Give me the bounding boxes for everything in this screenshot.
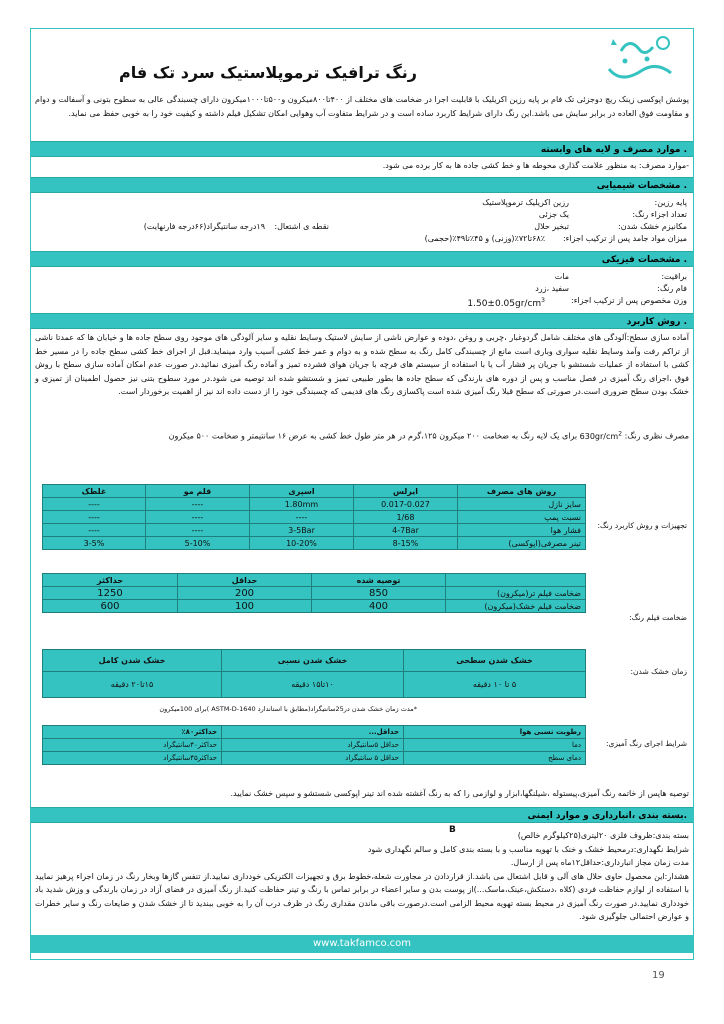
table-row: فشار هوا 4-7Bar 3-5Bar ---- ---- bbox=[43, 524, 586, 537]
intro-paragraph: پوشش اپوکسی زینک ریچ دوجزئی تک فام بر پایه رزین اکریلیک با قابلیت اجرا در ضخامت های مختلف از ۴۰۰تا۸۰۰میکرون و۵۰۰تا۱۰۰۰میکرون دارای چسبندگی عالی به سطوح بتونی و آسفالت و دوام و مقاومت فوق العاده در برابر سایش می باشد.این رنگ دارای شرایط کاربرد ساده است و در شرایط متفاوت آب وهوایی امکان تشکیل فیلم داشته و کیفیت خود را به خوبی حفظ می نماید. bbox=[35, 95, 689, 118]
table-row: سایز نازل 0.017-0.027 1.80mm ---- ---- bbox=[43, 498, 586, 511]
table-row: دما حداقل ۵سانتیگراد حداکثر۴۰سانتیگراد bbox=[43, 739, 586, 752]
table-row: تینر مصرفی(اپوکسی) 8-15% 10-20% 5-10% 3-5% bbox=[43, 537, 586, 550]
conditions-label: شرایط اجرای رنگ آمیزی: bbox=[606, 739, 687, 748]
header bbox=[31, 29, 693, 93]
physical-specs bbox=[31, 267, 693, 313]
application-text: آماده سازی سطح:آلودگی های مختلف شامل گردوغبار ،چربی و روغن ،دوده و عوارض ناشی از سایش لاستیک وسایط نقلیه و سایر آلودگی های موجود روی سطح جاده ها و خیابان ها که عمدتا ناشی از تراکم رفت وآمد وسایط نقلیه سواری وباری است مانع از چسبندگی کامل رنگ به سطح شده و به دوام و عمر خط کشی آسیب وارد مینماید.قبل از اجرای خط کشی سطح جاده را در مسیر خط کشی با استفاده از عملیات شستشو با جریان پر فشار آب یا با استفاده از سیستم های فرچه با جریان هوای فشرده تمیز و آماده رنگ آمیزی نمائید.در صورت عدم امکان آماده سازی سطح با روش فوق ،اجرای رنگ آمیزی در فصل مناسب و پس از دوره های بارندگی که سطح جاده ها بطور طبیعی تمیز و شستشو شده اند توصیه می شود.در مورد سطوح بتنی نیز حصول اطمینان از تمیزی و خشک بودن سطح ضروری است.در صورتی که سطح قبلا رنگ آمیزی شده است پاکسازی رنگ های قدیمی که چسبندگی خود را از دست داده اند نیز از اهمیت برخوردار است. bbox=[35, 333, 689, 396]
table-row: ضخامت فیلم تر(میکرون) 850 200 1250 bbox=[43, 587, 586, 600]
thickness-table bbox=[42, 573, 586, 613]
table-row: ضخامت فیلم خشک(میکرون) 400 100 600 bbox=[43, 600, 586, 613]
section-application-heading: . روش کاربرد bbox=[31, 313, 693, 329]
conditions-table bbox=[42, 725, 586, 765]
table-header-row: توصیه شده حداقل حداکثر bbox=[43, 574, 586, 587]
usage-text: -موارد مصرف: به منظور علامت گذاری محوطه ها و خط کشی جاده ها به کار برده می شود. bbox=[382, 161, 689, 170]
table-row: ۵ تا ۱۰ دقیقه ۱۰تا۱۵ دقیقه ۱۵تا۲۰ دقیقه bbox=[43, 672, 586, 698]
table-row: دمای سطح حداقل ۵ سانتیگراد حداکثر۴۵سانتیگراد bbox=[43, 752, 586, 765]
table-row: نسبت پمپ 1/68 ---- ---- ---- bbox=[43, 511, 586, 524]
equipment-label: تجهیزات و روش کاربرد رنگ: bbox=[597, 521, 687, 530]
thickness-label: ضخامت فیلم رنگ: bbox=[629, 613, 687, 622]
spec-row: فام رنگ: سفید ،زرد bbox=[535, 284, 687, 293]
packaging-line: بسته بندی:ظروف فلزی ۲۰لیتری(۲۵کیلوگرم خالص) bbox=[517, 831, 689, 840]
page-title: رنگ ترافیک ترموپلاستیک سرد تک فام bbox=[118, 63, 417, 82]
packaging-section bbox=[31, 829, 693, 924]
packaging-line: هشدار:این محصول حاوی حلال های آلی و قابل اشتعال می باشد.از قراردادن در مجاورت شعله،خطوط برق و تجهیزات الکتریکی خودداری نمایید.از تنفس گازها وبخار رنگ در زمان اجراء پرهیز نمایید با استفاده از لوازم حفاظت فردی (کلاه ،دستکش،عینک،ماسک...)از پوست بدن و سایر اعضاء در برابر تماس با رنگ و تینر حفاظت کنید.از رنگ آمیزی در فضای آزاد در زمان بارندگی و وزش شدید باد خودداری نمایید.در صورت رنگ آمیزی در محیط بسته تهویه محیط الزامی است.درصورت باقی ماندن مقداری رنگ در ظرف درب آن را به خوبی ببندید تا از خشک شدن و ضایعات رنگ و سایر خطرات و عوارض احتمالی جلوگیری شود. bbox=[35, 871, 689, 921]
spec-row: تعداد اجزاء رنگ: یک جزئی bbox=[538, 210, 687, 219]
section-usage-heading: . موارد مصرف و لایه های وابسته bbox=[31, 141, 693, 157]
chemical-specs bbox=[31, 193, 693, 251]
drying-table bbox=[42, 649, 586, 698]
spec-row: براقیت: مات bbox=[554, 272, 687, 281]
table-header-row: خشک شدن سطحی خشک شدن نسبی خشک شدن کامل bbox=[43, 650, 586, 672]
packaging-line: مدت زمان مجاز انبارداری:حداقل۱۲ماه پس از ارسال. bbox=[510, 858, 689, 867]
section-chemical-heading: . مشخصات شیمیایی bbox=[31, 177, 693, 193]
spec-row: پایه رزین: رزین اکریلیک ترموپلاستیک bbox=[482, 198, 687, 207]
tools-note: توصیه هاپس از خاتمه رنگ آمیزی،پیستوله ،شیلنگها،ابزار و لوازمی را که به رنگ آغشته شده اند تینر اپوکسی شستشو و سپس خشک نمایید. bbox=[230, 789, 689, 798]
document-page bbox=[30, 28, 694, 960]
takfam-logo bbox=[601, 29, 681, 89]
stray-letter: B bbox=[449, 825, 456, 835]
table-header-row: روش های مصرف ایرلس اسپری قلم مو غلطک bbox=[43, 485, 586, 498]
page-number: 19 bbox=[652, 970, 665, 981]
section-packaging-heading: .بسته بندی ،انبارداری و موارد ایمنی bbox=[31, 807, 693, 823]
content bbox=[31, 93, 693, 443]
section-physical-heading: . مشخصات فیزیکی bbox=[31, 251, 693, 267]
spec-row: وزن مخصوص پس از ترکیب اجزاء: $1.50\pm 0.05gr/cm^3$ bbox=[467, 296, 687, 309]
consumption-line: مصرف نظری رنگ: $630gr/cm^2$ برای یک لایه رنگ به ضخامت ۲۰۰ میکرون ۱۲۵،گرم در هر متر طول خط کشی به عرض ۱۶ سانتیمتر و ضخامت ۵۰۰ میکرون bbox=[168, 430, 689, 441]
table-header-row: رطوبت نسبی هوا حداقل... حداکثر۸۰٪ bbox=[43, 726, 586, 739]
drying-label: زمان خشک شدن: bbox=[630, 667, 687, 676]
spec-row: مکانیزم خشک شدن: تبخیر حلال نقطه ی اشتعال: ۱۹درجه سانتیگراد(۶۶درجه فارنهایت) bbox=[143, 222, 687, 231]
spec-row: میزان مواد جامد پس از ترکیب اجزاء: ۶۸٪تا۷۲٪(وزنی) و ۴۵٪تا۴۹٪(حجمی) bbox=[424, 234, 687, 243]
drying-note: *مدت زمان خشک شدن در25سانتیگراد(مطابق با استاندارد ASTM-D-1640 )برای 100میکرون bbox=[159, 705, 417, 713]
packaging-line: شرایط نگهداری:درمحیط خشک و خنک با تهویه مناسب و با بسته بندی کامل و سالم نگهداری شود bbox=[367, 844, 689, 854]
footer-url[interactable]: www.takfamco.com bbox=[31, 935, 693, 953]
equipment-table bbox=[42, 484, 586, 550]
